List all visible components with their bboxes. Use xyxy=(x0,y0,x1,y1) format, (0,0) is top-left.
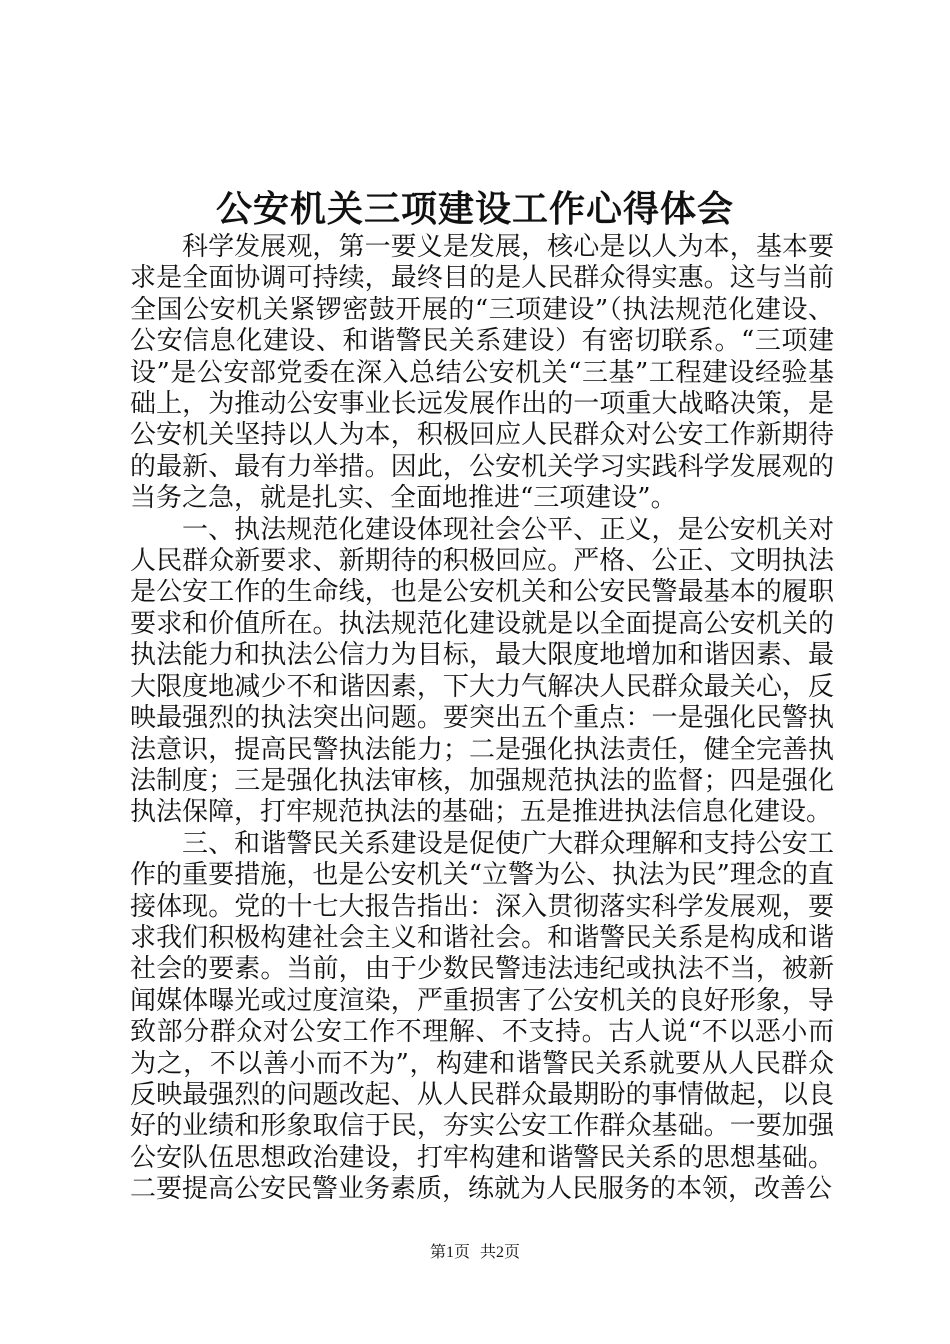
page-footer xyxy=(0,1242,950,1264)
paragraph-law-enforcement: 一、执法规范化建设体现社会公平、正义，是公安机关对人民群众新要求、新期待的积极回应。严格、公正、文明执法是公安工作的生命线，也是公安机关和公安民警最基本的履职要求和价值所在。执法规范化建设就是以全面提高公安机关的执法能力和执法公信力为目标，最大限度地增加和谐因素、最大限度地减少不和谐因素，下大力气解决人民群众最关心，反映最强烈的执法突出问题。要突出五个重点：一是强化民警执法意识，提高民警执法能力；二是强化执法责任，健全完善执法制度；三是强化执法审核，加强规范执法的监督；四是强化执法保障，打牢规范执法的基础；五是推进执法信息化建设。 xyxy=(130,514,834,828)
paragraph-intro: 科学发展观，第一要义是发展，核心是以人为本，基本要求是全面协调可持续，最终目的是人民群众得实惠。这与当前全国公安机关紧锣密鼓开展的“三项建设”（执法规范化建设、公安信息化建设、和谐警民关系建设）有密切联系。“三项建设”是公安部党委在深入总结公安机关“三基”工程建设经验基础上，为推动公安事业长远发展作出的一项重大战略决策，是公安机关坚持以人为本，积极回应人民群众对公安工作新期待的最新、最有力举措。因此，公安机关学习实践科学发展观的当务之急，就是扎实、全面地推进“三项建设”。 xyxy=(130,232,834,514)
document-title: 公安机关三项建设工作心得体会 xyxy=(215,188,734,230)
page-total: 共2页 xyxy=(480,1244,521,1261)
paragraph-police-relations: 三、和谐警民关系建设是促使广大群众理解和支持公安工作的重要措施，也是公安机关“立警为公、执法为民”理念的直接体现。党的十七大报告指出：深入贯彻落实科学发展观，要求我们积极构建社会主义和谐社会。和谐警民关系是构成和谐社会的要素。当前，由于少数民警违法违纪或执法不当，被新闻媒体曝光或过度渲染，严重损害了公安机关的良好形象，导致部分群众对公安工作不理解、不支持。古人说“不以恶小而为之，不以善小而不为”，构建和谐警民关系就要从人民群众反映最强烈的问题改起、从人民群众最期盼的事情做起，以良好的业绩和形象取信于民，夯实公安工作群众基础。一要加强公安队伍思想政治建设，打牢构建和谐警民关系的思想基础。二要提高公安民警业务素质，练就为人民服务的本领，改善公 xyxy=(130,828,834,1205)
page-number: 第1页 xyxy=(429,1244,470,1261)
document-body xyxy=(130,232,834,1206)
